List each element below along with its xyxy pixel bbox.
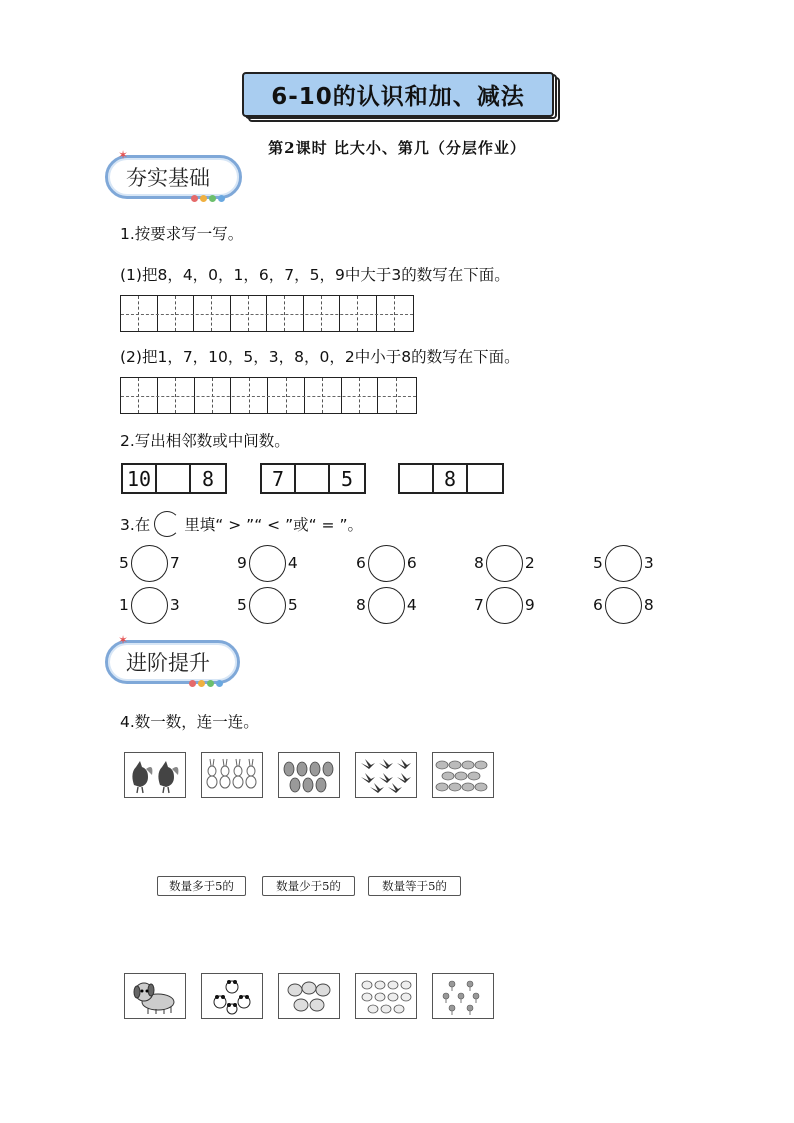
dots-icon xyxy=(189,680,223,687)
comparison-item xyxy=(356,586,417,624)
cloud-picture[interactable] xyxy=(432,752,494,798)
panda-picture[interactable] xyxy=(201,973,263,1019)
dog-picture[interactable] xyxy=(124,973,186,1019)
question-4-title: 4.数一数，连一连。 xyxy=(120,713,259,731)
chicken-picture[interactable] xyxy=(355,973,417,1019)
rabbit-icon xyxy=(203,755,261,795)
chick-icon xyxy=(280,976,338,1016)
comparison-item xyxy=(237,544,298,582)
question-3-prefix: 3.在 xyxy=(120,516,151,534)
question-2-title: 2.写出相邻数或中间数。 xyxy=(120,432,290,450)
lesson-subtitle: 第2课时 比大小、第几（分层作业） xyxy=(268,139,526,157)
left-number: 6 xyxy=(356,554,366,572)
answer-box[interactable] xyxy=(296,465,330,492)
panda-icon xyxy=(203,976,261,1016)
comparison-item xyxy=(474,586,535,624)
number-box: 8 xyxy=(434,465,468,492)
page-title: 6-10的认识和加、减法 xyxy=(242,72,554,117)
left-number: 1 xyxy=(119,596,129,614)
writing-grid-1[interactable] xyxy=(120,295,414,332)
rabbit-picture[interactable] xyxy=(201,752,263,798)
answer-circle[interactable] xyxy=(605,587,642,624)
left-number: 5 xyxy=(593,554,603,572)
number-sequence-2 xyxy=(260,463,366,494)
chicken-icon xyxy=(357,976,415,1016)
answer-box[interactable] xyxy=(157,465,191,492)
number-box: 5 xyxy=(340,466,354,491)
right-number: 3 xyxy=(643,554,654,572)
number-sequence-3 xyxy=(398,463,504,494)
right-number: 2 xyxy=(524,554,535,572)
right-number: 6 xyxy=(406,554,417,572)
answer-box[interactable] xyxy=(400,465,434,492)
star-icon: ✶ xyxy=(118,148,129,162)
comparison-item xyxy=(119,544,180,582)
dots-icon xyxy=(191,195,225,202)
section-title: 进阶提升 xyxy=(126,651,210,675)
left-number: 5 xyxy=(119,554,129,572)
label-less-than-5[interactable]: 数量少于5的 xyxy=(262,876,355,896)
section-badge-advanced xyxy=(105,633,240,684)
comparison-item xyxy=(237,586,298,624)
right-number: 5 xyxy=(287,596,298,614)
section-title: 夯实基础 xyxy=(126,166,210,190)
question-1-part-1: (1)把8，4，0，1，6，7，5，9中大于3的数写在下面。 xyxy=(120,266,510,284)
question-3-suffix: 里填“ > ”“ < ”或“ = ”。 xyxy=(184,516,364,534)
rooster-icon xyxy=(126,755,184,795)
answer-circle[interactable] xyxy=(486,587,523,624)
section-badge-basic xyxy=(105,148,242,199)
answer-circle[interactable] xyxy=(131,587,168,624)
question-3-title xyxy=(120,511,363,537)
comparison-item xyxy=(474,544,535,582)
title-banner xyxy=(242,72,562,124)
right-number: 8 xyxy=(643,596,654,614)
rooster-picture[interactable] xyxy=(124,752,186,798)
right-number: 4 xyxy=(406,596,417,614)
left-number: 7 xyxy=(474,596,484,614)
right-number: 4 xyxy=(287,554,298,572)
question-1-part-2: (2)把1，7，10，5，3，8，0，2中小于8的数写在下面。 xyxy=(120,348,520,366)
answer-circle[interactable] xyxy=(605,545,642,582)
left-number: 5 xyxy=(237,596,247,614)
left-number: 6 xyxy=(593,596,603,614)
comparison-item xyxy=(593,544,654,582)
swallow-picture[interactable] xyxy=(355,752,417,798)
number-box: 8 xyxy=(201,466,215,491)
answer-circle[interactable] xyxy=(368,545,405,582)
label-more-than-5[interactable]: 数量多于5的 xyxy=(157,876,246,896)
cloud-icon xyxy=(434,755,492,795)
number-sequence-1 xyxy=(121,463,227,494)
parrot-picture[interactable] xyxy=(278,752,340,798)
right-number: 7 xyxy=(169,554,180,572)
chick-picture[interactable] xyxy=(278,973,340,1019)
answer-circle[interactable] xyxy=(486,545,523,582)
number-box: 7 xyxy=(262,465,296,492)
left-number: 8 xyxy=(356,596,366,614)
left-number: 8 xyxy=(474,554,484,572)
swallow-icon xyxy=(357,755,415,795)
answer-circle[interactable] xyxy=(249,545,286,582)
right-number: 9 xyxy=(524,596,535,614)
label-equal-to-5[interactable]: 数量等于5的 xyxy=(368,876,461,896)
parrot-icon xyxy=(280,755,338,795)
answer-circle[interactable] xyxy=(249,587,286,624)
dog-icon xyxy=(126,976,184,1016)
flower-icon xyxy=(434,976,492,1016)
question-1-title: 1.按要求写一写。 xyxy=(120,225,244,243)
comparison-item xyxy=(119,586,180,624)
writing-grid-2[interactable] xyxy=(120,377,417,414)
comparison-item xyxy=(593,586,654,624)
star-icon: ✶ xyxy=(118,633,129,647)
number-box: 10 xyxy=(123,465,157,492)
answer-circle[interactable] xyxy=(131,545,168,582)
left-number: 9 xyxy=(237,554,247,572)
comparison-item xyxy=(356,544,417,582)
right-number: 3 xyxy=(169,596,180,614)
answer-circle[interactable] xyxy=(368,587,405,624)
answer-box[interactable] xyxy=(468,465,502,492)
flower-picture[interactable] xyxy=(432,973,494,1019)
circle-icon xyxy=(154,511,180,537)
